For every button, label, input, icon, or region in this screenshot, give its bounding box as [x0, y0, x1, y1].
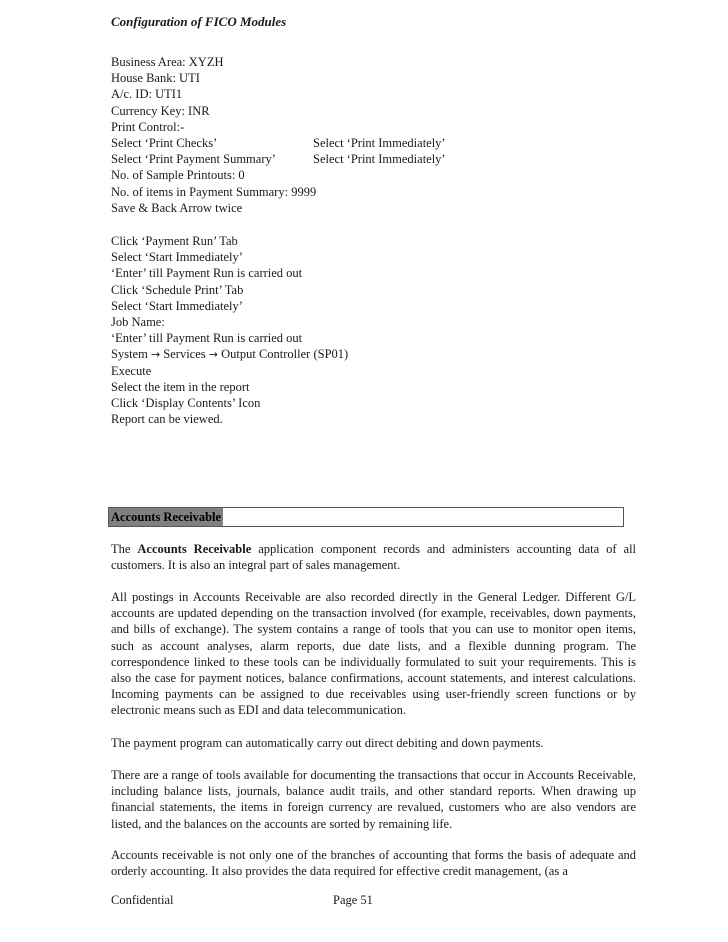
page-header-title: Configuration of FICO Modules [111, 14, 287, 29]
step-line: Job Name: [111, 314, 165, 329]
config-line: No. of Sample Printouts: 0 [111, 168, 245, 183]
step-line: ‘Enter’ till Payment Run is carried out [111, 331, 303, 346]
footer-confidential: Confidential [111, 893, 174, 907]
config-line: Currency Key: INR [111, 103, 210, 118]
paragraph-intro-post: application component records and administers accounting data of all customers. It is also an integral part of sales management. [111, 542, 637, 573]
config-line: A/c. ID: UTI1 [111, 87, 183, 102]
footer-page-number: Page 51 [333, 893, 373, 907]
print-row [111, 151, 636, 167]
config-line: Business Area: XYZH [111, 55, 224, 69]
print-row-right: Select ‘Print Immediately’ [313, 152, 446, 167]
steps-block [111, 233, 636, 427]
menu-path-system: System [111, 347, 148, 362]
arrow-right-icon: → [150, 348, 161, 362]
print-row-left: Select ‘Print Payment Summary’ [111, 152, 276, 167]
paragraph-payment-program: The payment program can automatically carry out direct debiting and down payments. [111, 736, 544, 750]
step-line: Click ‘Payment Run’ Tab [111, 234, 238, 248]
config-line: No. of items in Payment Summary: 9999 [111, 184, 317, 199]
print-row-left: Select ‘Print Checks’ [111, 135, 218, 150]
config-block [111, 54, 636, 216]
print-row [111, 135, 636, 151]
section-heading-box [108, 507, 624, 527]
step-line: ‘Enter’ till Payment Run is carried out [111, 266, 303, 281]
print-row-right: Select ‘Print Immediately’ [313, 135, 446, 150]
step-line: Select ‘Start Immediately’ [111, 298, 243, 313]
menu-path-services: Services [163, 347, 206, 362]
arrow-right-icon: → [208, 348, 218, 362]
config-line: House Bank: UTI [111, 71, 200, 86]
paragraph-intro-bold: Accounts Receivable [137, 542, 252, 556]
paragraph-intro-pre: The [111, 542, 138, 556]
step-line: Click ‘Schedule Print’ Tab [111, 282, 244, 297]
step-line: Click ‘Display Contents’ Icon [111, 395, 261, 410]
menu-path-output-controller: Output Controller (SP01) [221, 347, 349, 362]
config-line: Print Control:- [111, 119, 185, 134]
step-line: Execute [111, 363, 152, 378]
paragraph-postings: All postings in Accounts Receivable are also recorded directly in the General Ledger. Different G/L accounts are updated depending on the transaction involved (for example, receivables, down payments, and bills of exchange). The system contains a range of tools that you can use to monitor open items, such as account analyses, alarm reports, due date lists, and a flexible dunning program. The correspondence linked to these tools can be individually formulated to suit your requirements. This is also the case for payment notices, balance confirmations, account statements, and interest calculations. Incoming payments can be assigned to due receivables using user-friendly screen functions or by electronic means such as EDI and data telecommunication. [111, 590, 636, 718]
step-line: Report can be viewed. [111, 412, 223, 427]
step-line: Select ‘Start Immediately’ [111, 250, 243, 265]
step-line: Select the item in the report [111, 379, 250, 394]
paragraph-documenting-tools: There are a range of tools available for documenting the transactions that occur in Accounts Receivable, including balance lists, journals, balance audit trails, and other standard reports. When drawing up financial statements, the items in foreign currency are revalued, customers who are also vendors are listed, and the balances on the accounts are sorted by remaining life. [111, 768, 636, 831]
config-line: Save & Back Arrow twice [111, 200, 243, 215]
menu-path [111, 346, 636, 362]
paragraph-intro [111, 541, 636, 573]
section-heading: Accounts Receivable [111, 510, 222, 524]
paragraph-accounts-receivable-basis: Accounts receivable is not only one of the branches of accounting that forms the basis of adequate and orderly accounting. It also provides the data required for effective credit management, (as a [111, 848, 636, 879]
